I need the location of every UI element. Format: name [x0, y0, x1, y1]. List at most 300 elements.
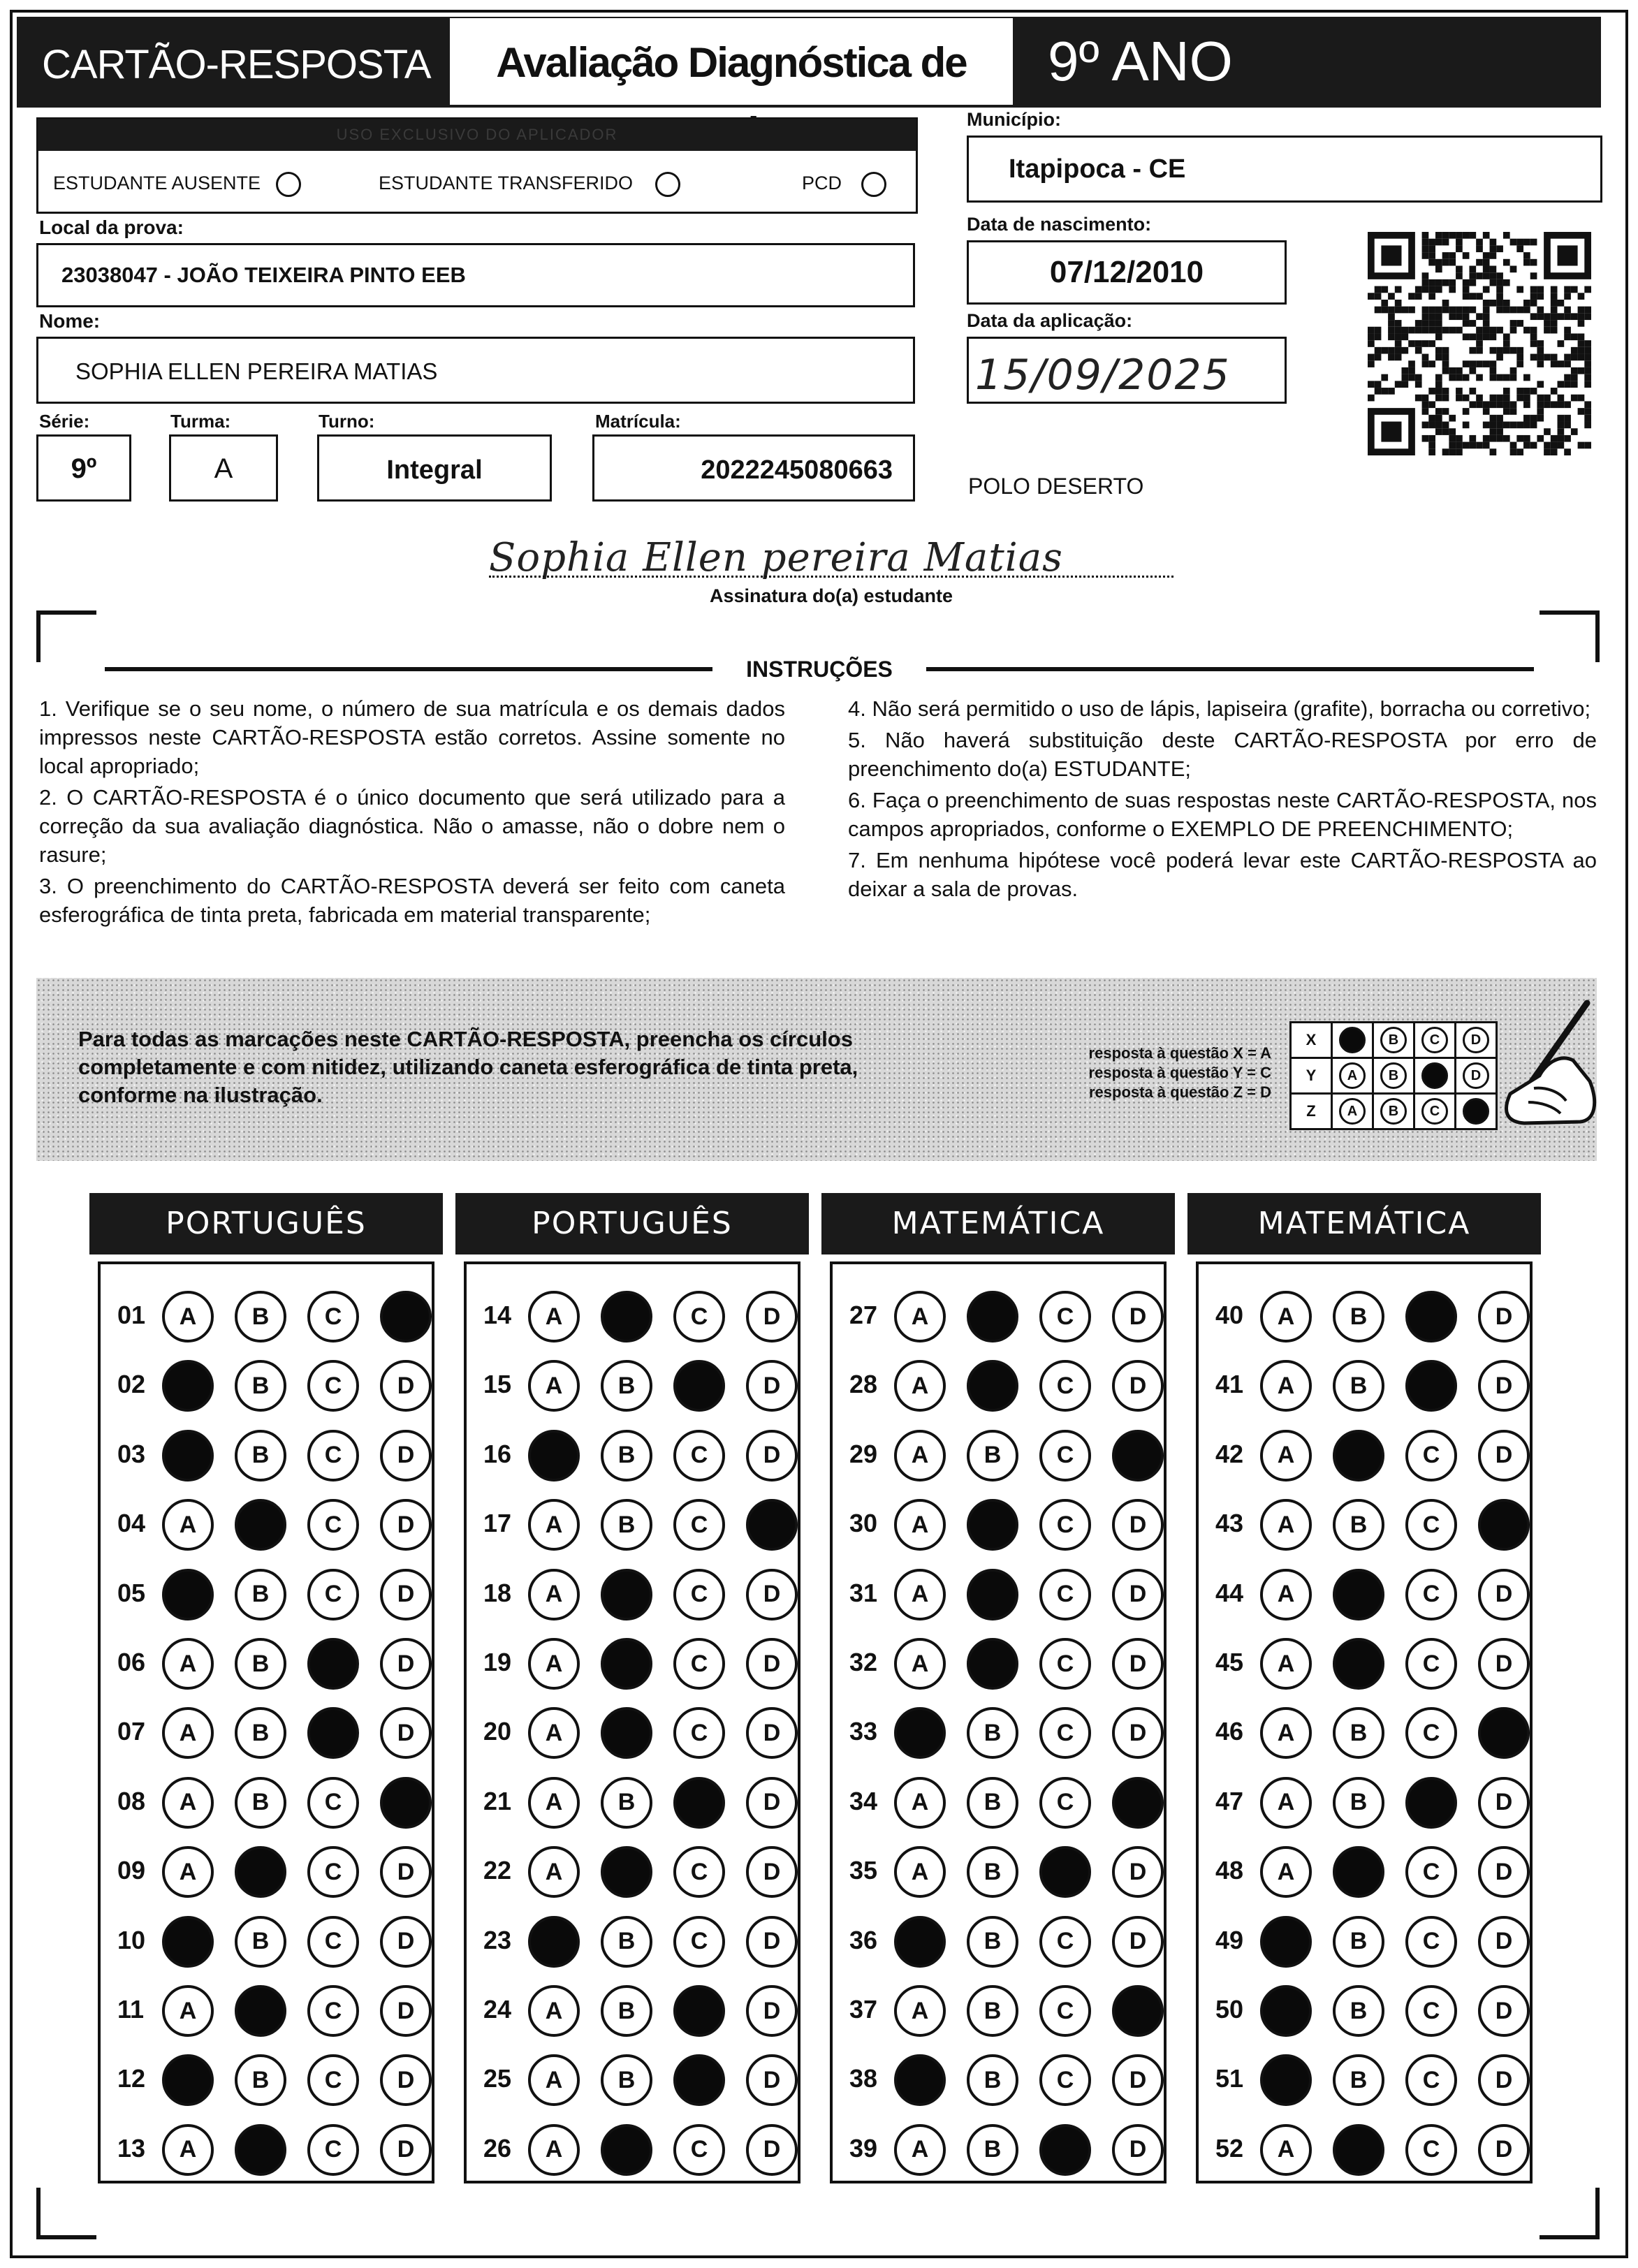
answer-bubble-b[interactable]	[601, 1846, 652, 1898]
answer-bubble-c[interactable]: C	[307, 1985, 359, 2037]
answer-bubble-a[interactable]: A	[528, 2054, 580, 2106]
question-row	[467, 1562, 798, 1625]
question-number: 49	[1215, 1925, 1244, 1954]
birth-label: Data de nascimento:	[967, 214, 1152, 235]
answer-bubble-c[interactable]: C	[1039, 1499, 1091, 1551]
answer-bubble-a[interactable]: A	[1260, 1777, 1312, 1829]
answer-bubble-b[interactable]	[967, 1569, 1018, 1620]
question-row	[1199, 1978, 1530, 2041]
answer-bubble-c[interactable]: C	[307, 1430, 359, 1481]
local-label: Local da prova:	[39, 217, 184, 238]
answer-bubble-d[interactable]: D	[1478, 1569, 1530, 1620]
answer-bubble-a[interactable]: A	[894, 1846, 946, 1898]
answer-bubble-c[interactable]: C	[1039, 1430, 1091, 1481]
question-number: 11	[117, 1995, 145, 2024]
answer-bubble-d[interactable]: D	[380, 1638, 432, 1690]
answer-bubble-d[interactable]: D	[746, 1846, 798, 1898]
answer-bubble-c[interactable]	[1405, 1777, 1457, 1829]
answer-bubble-d[interactable]: D	[380, 1430, 432, 1481]
answer-bubble-b[interactable]	[967, 1291, 1018, 1342]
answer-bubble-a[interactable]: A	[162, 1846, 214, 1898]
answer-bubble-b[interactable]: B	[967, 1846, 1018, 1898]
answer-bubble-a[interactable]	[162, 2054, 214, 2106]
answer-bubble-c[interactable]: C	[307, 1569, 359, 1620]
answer-bubble-b[interactable]	[601, 2124, 652, 2176]
question-row	[101, 1562, 432, 1625]
answer-bubble-d[interactable]: D	[380, 1569, 432, 1620]
answer-bubble-a[interactable]: A	[1260, 1291, 1312, 1342]
answer-bubble-d[interactable]	[1478, 1499, 1530, 1551]
answer-bubble-a[interactable]	[162, 1916, 214, 1968]
answer-bubble-d[interactable]: D	[746, 1360, 798, 1412]
answer-bubble-d[interactable]: D	[746, 1777, 798, 1829]
answer-bubble-d[interactable]: D	[1112, 1638, 1164, 1690]
answer-bubble-a[interactable]: A	[1260, 1430, 1312, 1481]
answer-bubble-a[interactable]: A	[1260, 1360, 1312, 1412]
question-number: 20	[483, 1717, 512, 1746]
answer-bubble-d[interactable]: D	[746, 1985, 798, 2037]
answer-bubble-d[interactable]: D	[1478, 1291, 1530, 1342]
question-number: 14	[483, 1301, 512, 1329]
corner-mark-top-left	[36, 610, 96, 662]
question-number: 10	[117, 1925, 146, 1954]
answer-bubble-a[interactable]: A	[1260, 1846, 1312, 1898]
answer-bubble-c[interactable]: C	[673, 1430, 725, 1481]
question-number: 33	[849, 1717, 878, 1746]
answer-bubble-c[interactable]: C	[1405, 1638, 1457, 1690]
question-number: 03	[117, 1439, 146, 1468]
answer-bubble-c[interactable]: C	[673, 1569, 725, 1620]
answer-bubble-d[interactable]: D	[380, 1916, 432, 1968]
instruction-2: 2. O CARTÃO-RESPOSTA é o único documento que será utilizado para a correção da sua avaliação diagnóstica. Não o amasse, não o dobre nem o rasure;	[39, 785, 785, 867]
answer-bubble-c[interactable]: C	[673, 1707, 725, 1759]
example-bubble-b: B	[1380, 1062, 1407, 1089]
question-number: 41	[1215, 1370, 1244, 1399]
answer-bubble-c[interactable]: C	[307, 1916, 359, 1968]
question-row	[101, 2047, 432, 2110]
question-number: 21	[483, 1786, 512, 1815]
question-row	[467, 1353, 798, 1416]
answer-bubble-a[interactable]	[528, 1430, 580, 1481]
answer-bubble-d[interactable]: D	[380, 1985, 432, 2037]
answer-bubble-c[interactable]: C	[673, 2124, 725, 2176]
example-cell	[1373, 1058, 1414, 1094]
answer-bubble-d[interactable]: D	[1112, 2054, 1164, 2106]
matricula-label: Matrícula:	[595, 411, 681, 432]
answer-bubble-d[interactable]: D	[1112, 1569, 1164, 1620]
answer-bubble-b[interactable]	[601, 1707, 652, 1759]
question-row	[101, 1284, 432, 1347]
question-row	[833, 1284, 1164, 1347]
answer-bubble-c[interactable]	[673, 2054, 725, 2106]
answer-bubble-c[interactable]: C	[673, 1291, 725, 1342]
answer-bubble-b[interactable]	[967, 1638, 1018, 1690]
corner-mark-bottom-left	[36, 2188, 96, 2239]
answer-bubble-a[interactable]	[894, 1916, 946, 1968]
answer-bubble-b[interactable]	[235, 1985, 286, 2037]
answer-bubble-c[interactable]: C	[1039, 1707, 1091, 1759]
answer-bubble-c[interactable]	[1405, 1291, 1457, 1342]
instruction-7: 7. Em nenhuma hipótese você poderá levar este CARTÃO-RESPOSTA ao deixar a sala de provas.	[848, 848, 1597, 901]
answer-bubble-a[interactable]: A	[894, 1569, 946, 1620]
answer-bubble-d[interactable]	[380, 1777, 432, 1829]
answer-bubble-d[interactable]: D	[1112, 1916, 1164, 1968]
absent-circle[interactable]	[276, 172, 301, 197]
answer-bubble-b[interactable]: B	[601, 1777, 652, 1829]
answer-bubble-c[interactable]: C	[1405, 1499, 1457, 1551]
answer-bubble-a[interactable]: A	[162, 2124, 214, 2176]
answer-bubble-d[interactable]: D	[380, 2054, 432, 2106]
answer-bubble-a[interactable]	[162, 1569, 214, 1620]
question-number: 34	[849, 1786, 878, 1815]
question-number: 36	[849, 1925, 878, 1954]
answer-bubble-a[interactable]: A	[894, 1291, 946, 1342]
answer-bubble-b[interactable]: B	[967, 1916, 1018, 1968]
answer-bubble-c[interactable]: C	[1405, 1846, 1457, 1898]
question-number: 17	[483, 1509, 512, 1538]
question-row	[467, 1631, 798, 1694]
matricula-value: 2022245080663	[701, 455, 893, 485]
answer-bubble-a[interactable]: A	[894, 1985, 946, 2037]
answer-bubble-b[interactable]: B	[235, 1707, 286, 1759]
answer-bubble-b[interactable]	[235, 1499, 286, 1551]
answer-column-4	[1196, 1261, 1533, 2183]
answer-bubble-d[interactable]	[1112, 1985, 1164, 2037]
pcd-circle[interactable]	[861, 172, 886, 197]
answer-bubble-d[interactable]: D	[746, 1291, 798, 1342]
question-number: 43	[1215, 1509, 1244, 1538]
answer-bubble-a[interactable]: A	[1260, 1638, 1312, 1690]
answer-bubble-a[interactable]: A	[894, 1638, 946, 1690]
answer-bubble-b[interactable]	[1333, 1846, 1384, 1898]
name-value: SOPHIA ELLEN PEREIRA MATIAS	[75, 358, 438, 384]
municipio-value: Itapipoca - CE	[1009, 154, 1186, 184]
answer-bubble-a[interactable]: A	[528, 1291, 580, 1342]
answer-bubble-a[interactable]	[1260, 1985, 1312, 2037]
answer-bubble-c[interactable]: C	[307, 2124, 359, 2176]
question-number: 09	[117, 1856, 146, 1885]
answer-bubble-b[interactable]	[601, 1569, 652, 1620]
answer-bubble-a[interactable]: A	[162, 1777, 214, 1829]
answer-bubble-a[interactable]: A	[528, 1846, 580, 1898]
answer-bubble-c[interactable]: C	[1039, 1638, 1091, 1690]
example-cell	[1332, 1094, 1373, 1129]
answer-bubble-b[interactable]: B	[601, 1916, 652, 1968]
answer-bubble-c[interactable]	[1039, 1846, 1091, 1898]
question-row	[467, 1978, 798, 2041]
answer-bubble-b[interactable]	[1333, 1569, 1384, 1620]
question-row	[101, 1978, 432, 2041]
answer-bubble-c[interactable]: C	[673, 1499, 725, 1551]
answer-bubble-d[interactable]	[746, 1499, 798, 1551]
answer-bubble-d[interactable]	[1478, 1707, 1530, 1759]
answer-bubble-c[interactable]: C	[1039, 1291, 1091, 1342]
question-row	[467, 1909, 798, 1972]
serie-value: 9º	[71, 453, 97, 484]
answer-bubble-b[interactable]	[1333, 1430, 1384, 1481]
answer-bubble-b[interactable]: B	[1333, 1360, 1384, 1412]
question-row	[1199, 2047, 1530, 2110]
answer-bubble-b[interactable]	[235, 2124, 286, 2176]
answer-bubble-b[interactable]: B	[1333, 1777, 1384, 1829]
answer-bubble-b[interactable]: B	[601, 1360, 652, 1412]
question-number: 26	[483, 2133, 512, 2163]
answer-bubble-c[interactable]: C	[1405, 1985, 1457, 2037]
answer-bubble-c[interactable]: C	[1405, 2054, 1457, 2106]
answer-bubble-a[interactable]: A	[162, 1707, 214, 1759]
answer-bubble-a[interactable]: A	[1260, 2124, 1312, 2176]
example-legend-y: resposta à questão Y = C	[1088, 1064, 1271, 1081]
answer-column-2	[464, 1261, 800, 2183]
example-cell	[1373, 1094, 1414, 1129]
question-row	[833, 1492, 1164, 1555]
example-text: Para todas as marcações neste CARTÃO-RESPOSTA, preencha os círculos completamente e com nitidez, utilizando caneta esferográfica de tinta preta, conforme na ilustração.	[78, 1027, 858, 1107]
answer-bubble-b[interactable]	[601, 1291, 652, 1342]
question-number: 50	[1215, 1995, 1244, 2024]
answer-bubble-d[interactable]: D	[1478, 1985, 1530, 2037]
answer-bubble-c[interactable]: C	[1405, 1916, 1457, 1968]
answer-bubble-c[interactable]: C	[307, 1777, 359, 1829]
answer-bubble-c[interactable]	[673, 1360, 725, 1412]
answer-bubble-b[interactable]	[1333, 2124, 1384, 2176]
answer-bubble-d[interactable]: D	[1478, 1360, 1530, 1412]
answer-bubble-b[interactable]: B	[1333, 1499, 1384, 1551]
answer-bubble-a[interactable]: A	[894, 1777, 946, 1829]
answer-bubble-b[interactable]: B	[967, 1707, 1018, 1759]
answer-bubble-b[interactable]: B	[1333, 1985, 1384, 2037]
answer-bubble-c[interactable]: C	[1039, 1777, 1091, 1829]
question-number: 06	[117, 1648, 146, 1676]
answer-bubble-d[interactable]: D	[1112, 1707, 1164, 1759]
answer-bubble-b[interactable]: B	[1333, 2054, 1384, 2106]
answer-bubble-d[interactable]: D	[380, 1707, 432, 1759]
answer-bubble-d[interactable]: D	[1112, 1360, 1164, 1412]
answer-bubble-a[interactable]: A	[894, 1499, 946, 1551]
absent-option[interactable]	[53, 168, 346, 198]
answer-bubble-c[interactable]: C	[307, 1846, 359, 1898]
answer-bubble-b[interactable]: B	[235, 1360, 286, 1412]
answer-bubble-c[interactable]: C	[1039, 1916, 1091, 1968]
answer-bubble-d[interactable]: D	[746, 1638, 798, 1690]
answer-bubble-d[interactable]: D	[746, 1916, 798, 1968]
answer-bubble-b[interactable]: B	[967, 1985, 1018, 2037]
answer-bubble-b[interactable]: B	[967, 2054, 1018, 2106]
answer-bubble-a[interactable]	[894, 2054, 946, 2106]
answer-bubble-b[interactable]	[967, 1499, 1018, 1551]
question-row	[467, 1839, 798, 1902]
answer-bubble-a[interactable]: A	[162, 1291, 214, 1342]
pcd-option[interactable]	[802, 168, 907, 198]
answer-bubble-a[interactable]	[1260, 1916, 1312, 1968]
answer-bubble-d[interactable]: D	[1478, 1846, 1530, 1898]
answer-bubble-d[interactable]: D	[380, 2124, 432, 2176]
answer-bubble-d[interactable]: D	[380, 1360, 432, 1412]
answer-bubble-b[interactable]: B	[601, 1430, 652, 1481]
question-number: 25	[483, 2064, 512, 2093]
answer-bubble-a[interactable]: A	[162, 1638, 214, 1690]
question-row	[1199, 2117, 1530, 2180]
question-number: 44	[1215, 1578, 1244, 1607]
answer-bubble-b[interactable]: B	[235, 2054, 286, 2106]
answer-bubble-b[interactable]: B	[967, 1777, 1018, 1829]
answer-bubble-c[interactable]: C	[673, 1916, 725, 1968]
question-number: 51	[1215, 2064, 1244, 2093]
answer-bubble-b[interactable]: B	[235, 1777, 286, 1829]
answer-bubble-d[interactable]	[380, 1291, 432, 1342]
transferred-option[interactable]	[379, 168, 714, 198]
instruction-5: 5. Não haverá substituição deste CARTÃO-RESPOSTA por erro de preenchimento do(a) ESTUDANTE;	[848, 728, 1597, 781]
answer-bubble-b[interactable]: B	[601, 1985, 652, 2037]
answer-bubble-a[interactable]	[894, 1707, 946, 1759]
answer-bubble-b[interactable]: B	[235, 1916, 286, 1968]
question-row	[101, 1353, 432, 1416]
answer-bubble-d[interactable]: D	[1478, 1777, 1530, 1829]
answer-bubble-b[interactable]: B	[235, 1430, 286, 1481]
answer-bubble-d[interactable]: D	[1478, 1916, 1530, 1968]
answer-bubble-a[interactable]: A	[894, 1360, 946, 1412]
answer-bubble-c[interactable]: C	[1405, 1430, 1457, 1481]
answer-bubble-a[interactable]: A	[1260, 1707, 1312, 1759]
answer-bubble-c[interactable]: C	[1405, 1569, 1457, 1620]
answer-bubble-b[interactable]: B	[967, 2124, 1018, 2176]
answer-bubble-a[interactable]: A	[528, 1777, 580, 1829]
question-number: 38	[849, 2064, 878, 2093]
answer-bubble-a[interactable]: A	[528, 1707, 580, 1759]
answer-bubble-b[interactable]: B	[1333, 1916, 1384, 1968]
answer-bubble-b[interactable]	[601, 1638, 652, 1690]
answer-bubble-a[interactable]: A	[162, 1985, 214, 2037]
question-number: 39	[849, 2133, 878, 2163]
answer-bubble-d[interactable]: D	[1478, 1638, 1530, 1690]
answer-bubble-c[interactable]	[673, 1777, 725, 1829]
answer-bubble-a[interactable]: A	[894, 2124, 946, 2176]
answer-column-3	[830, 1261, 1167, 2183]
answer-bubble-a[interactable]	[528, 1916, 580, 1968]
question-row	[1199, 1492, 1530, 1555]
answer-bubble-a[interactable]	[162, 1360, 214, 1412]
answer-bubble-b[interactable]: B	[235, 1638, 286, 1690]
birth-value: 07/12/2010	[1049, 255, 1204, 289]
pcd-label: PCD	[802, 173, 842, 193]
answer-bubble-d[interactable]: D	[1478, 1430, 1530, 1481]
question-number: 30	[849, 1509, 878, 1538]
answer-bubble-c[interactable]: C	[1039, 1360, 1091, 1412]
answer-column-1	[98, 1261, 434, 2183]
question-number: 16	[483, 1439, 512, 1468]
instruction-4: 4. Não será permitido o uso de lápis, lapiseira (grafite), borracha ou corretivo;	[848, 696, 1591, 721]
question-number: 42	[1215, 1439, 1244, 1468]
answer-bubble-b[interactable]: B	[235, 1569, 286, 1620]
answer-bubble-a[interactable]: A	[528, 1569, 580, 1620]
answer-bubble-c[interactable]	[307, 1707, 359, 1759]
example-bubble-d: D	[1463, 1027, 1489, 1053]
answer-bubble-d[interactable]: D	[746, 1569, 798, 1620]
answer-bubble-b[interactable]: B	[601, 2054, 652, 2106]
answer-bubble-c[interactable]: C	[307, 1499, 359, 1551]
answer-bubble-b[interactable]: B	[967, 1430, 1018, 1481]
answer-bubble-d[interactable]: D	[1112, 1291, 1164, 1342]
answer-bubble-d[interactable]: D	[1112, 1499, 1164, 1551]
question-number: 47	[1215, 1786, 1244, 1815]
answer-bubble-a[interactable]: A	[528, 1360, 580, 1412]
answer-bubble-d[interactable]: D	[380, 1846, 432, 1898]
answer-bubble-a[interactable]: A	[1260, 1499, 1312, 1551]
answer-bubble-a[interactable]	[1260, 2054, 1312, 2106]
answer-bubble-d[interactable]: D	[1112, 2124, 1164, 2176]
answer-bubble-d[interactable]: D	[746, 2124, 798, 2176]
answer-bubble-c[interactable]: C	[1039, 2054, 1091, 2106]
answer-bubble-b[interactable]	[235, 1846, 286, 1898]
answer-bubble-d[interactable]	[1112, 1430, 1164, 1481]
answer-bubble-c[interactable]: C	[673, 1846, 725, 1898]
question-number: 12	[117, 2064, 146, 2093]
answer-bubble-d[interactable]: D	[746, 1430, 798, 1481]
answer-bubble-c[interactable]: C	[673, 1638, 725, 1690]
answer-bubble-c[interactable]	[307, 1638, 359, 1690]
question-number: 28	[849, 1370, 878, 1399]
answer-bubble-c[interactable]: C	[1039, 1569, 1091, 1620]
question-number: 18	[483, 1578, 512, 1607]
answer-bubble-c[interactable]: C	[1405, 1707, 1457, 1759]
answer-bubble-c[interactable]: C	[1405, 2124, 1457, 2176]
question-row	[833, 1978, 1164, 2041]
question-row	[101, 1631, 432, 1694]
answer-bubble-c[interactable]: C	[307, 2054, 359, 2106]
answer-bubble-d[interactable]: D	[1112, 1846, 1164, 1898]
answer-bubble-b[interactable]	[967, 1360, 1018, 1412]
answer-bubble-a[interactable]: A	[528, 1985, 580, 2037]
instructions-title: INSTRUÇÕES	[746, 657, 893, 682]
municipio-label: Município:	[967, 109, 1061, 130]
answer-bubble-b[interactable]: B	[1333, 1707, 1384, 1759]
answer-bubble-b[interactable]: B	[1333, 1291, 1384, 1342]
answer-bubble-a[interactable]	[162, 1430, 214, 1481]
example-bubble-c: C	[1421, 1027, 1448, 1053]
answer-bubble-d[interactable]: D	[746, 1707, 798, 1759]
answer-bubble-d[interactable]: D	[1478, 2054, 1530, 2106]
answer-bubble-a[interactable]: A	[528, 1638, 580, 1690]
answer-bubble-a[interactable]: A	[162, 1499, 214, 1551]
turma-label: Turma:	[170, 411, 231, 432]
answer-bubble-c[interactable]: C	[307, 1360, 359, 1412]
answer-bubble-c[interactable]: C	[307, 1291, 359, 1342]
question-row	[467, 2117, 798, 2180]
question-row	[1199, 1909, 1530, 1972]
answer-bubble-b[interactable]: B	[235, 1291, 286, 1342]
example-bubble-a	[1339, 1027, 1366, 1053]
question-row	[101, 1839, 432, 1902]
answer-bubble-d[interactable]	[1112, 1777, 1164, 1829]
answer-bubble-c[interactable]	[1405, 1360, 1457, 1412]
answer-bubble-a[interactable]: A	[528, 1499, 580, 1551]
answer-bubble-a[interactable]: A	[894, 1430, 946, 1481]
answer-bubble-c[interactable]	[1039, 2124, 1091, 2176]
transferred-circle[interactable]	[655, 172, 680, 197]
question-number: 01	[117, 1301, 146, 1329]
answer-bubble-a[interactable]: A	[1260, 1569, 1312, 1620]
answer-bubble-c[interactable]: C	[1039, 1985, 1091, 2037]
answer-bubble-b[interactable]: B	[601, 1499, 652, 1551]
answer-bubble-d[interactable]: D	[1478, 2124, 1530, 2176]
question-row	[833, 1631, 1164, 1694]
answer-bubble-a[interactable]: A	[528, 2124, 580, 2176]
example-bubble-c	[1421, 1062, 1448, 1089]
question-row	[467, 1284, 798, 1347]
answer-bubble-b[interactable]	[1333, 1638, 1384, 1690]
answer-bubble-d[interactable]: D	[746, 2054, 798, 2106]
answer-bubble-c[interactable]	[673, 1985, 725, 2037]
answer-bubble-d[interactable]: D	[380, 1499, 432, 1551]
